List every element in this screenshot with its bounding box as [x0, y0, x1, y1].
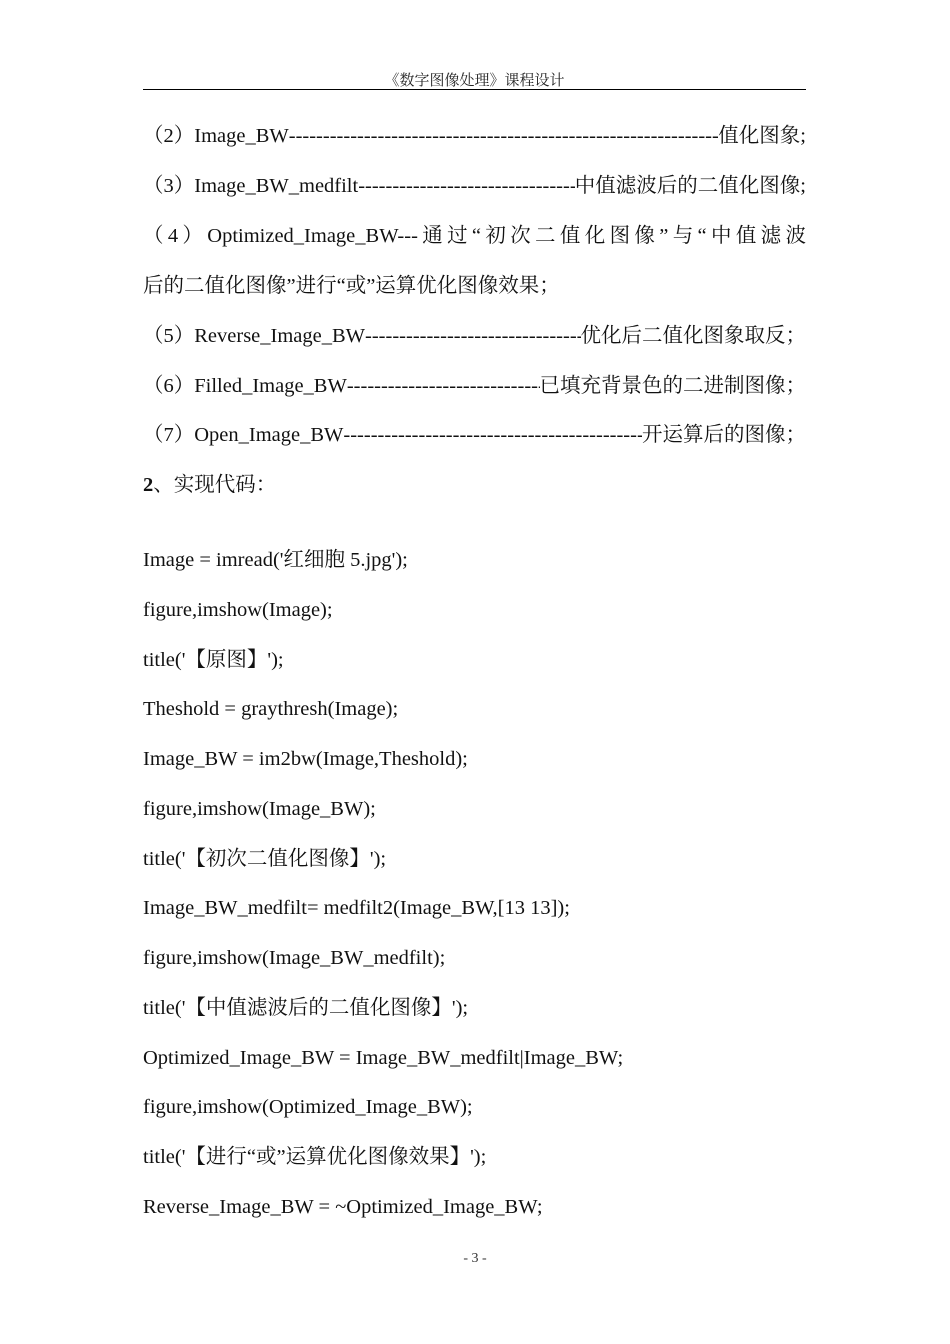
variable-name: Image_BW_medfilt: [194, 175, 359, 197]
code-line: figure,imshow(Image);: [143, 599, 333, 621]
item-number: （6）: [143, 375, 195, 397]
header-rule: [143, 89, 806, 90]
dash-leader: [365, 323, 580, 349]
dash-leader: [347, 373, 540, 399]
paragraph-line: （4）Optimized_Image_BW---通过“初次二值化图像”与“中值滤波: [143, 225, 806, 247]
code-line: figure,imshow(Image_BW_medfilt);: [143, 947, 446, 969]
code-line: Reverse_Image_BW = ~Optimized_Image_BW;: [143, 1196, 543, 1218]
list-item: [143, 123, 806, 149]
section-title: 、实现代码：: [153, 474, 277, 496]
section-number: 2: [143, 474, 154, 496]
item-number: （2）: [143, 125, 195, 147]
list-item: [143, 422, 806, 448]
code-line: figure,imshow(Image_BW);: [143, 798, 376, 820]
paragraph-line: 后的二值化图像”进行“或”运算优化图像效果；: [143, 275, 560, 297]
code-line: Theshold = graythresh(Image);: [143, 698, 399, 720]
item-number: （7）: [143, 424, 195, 446]
code-line: Image_BW_medfilt= medfilt2(Image_BW,[13 13]);: [143, 897, 570, 919]
code-line: title('【进行“或”运算优化图像效果】');: [143, 1146, 487, 1168]
code-line: Image_BW = im2bw(Image,Theshold);: [143, 748, 468, 770]
code-line: Image = imread('红细胞 5.jpg');: [143, 549, 408, 571]
section-heading: [143, 472, 806, 498]
list-item: [143, 323, 806, 349]
item-number: （5）: [143, 325, 195, 347]
dash-leader: [358, 173, 575, 199]
item-description: 优化后二值化图象取反；: [580, 325, 806, 347]
item-description: 开运算后的图像；: [642, 424, 806, 446]
code-line: title('【初次二值化图像】');: [143, 848, 387, 870]
dash-leader: [343, 422, 642, 448]
list-item: [143, 173, 806, 199]
item-description: 中值滤波后的二值化图像;: [574, 175, 806, 197]
item-description: 已填充背景色的二进制图像；: [539, 375, 806, 397]
dash-leader: [289, 123, 719, 149]
variable-name: Filled_Image_BW: [194, 375, 347, 397]
code-line: figure,imshow(Optimized_Image_BW);: [143, 1096, 473, 1118]
running-header: 《数字图像处理》课程设计: [384, 73, 565, 89]
variable-name: Open_Image_BW: [194, 424, 344, 446]
item-description: 值化图象;: [718, 125, 806, 147]
code-line: title('【中值滤波后的二值化图像】');: [143, 997, 469, 1019]
item-number: （3）: [143, 175, 195, 197]
code-line: Optimized_Image_BW = Image_BW_medfilt|Image_BW;: [143, 1047, 624, 1069]
list-item: [143, 373, 806, 399]
variable-name: Reverse_Image_BW: [194, 325, 366, 347]
page-number: - 3 -: [463, 1251, 487, 1266]
code-line: title('【原图】');: [143, 649, 284, 671]
variable-name: Image_BW: [194, 125, 289, 147]
